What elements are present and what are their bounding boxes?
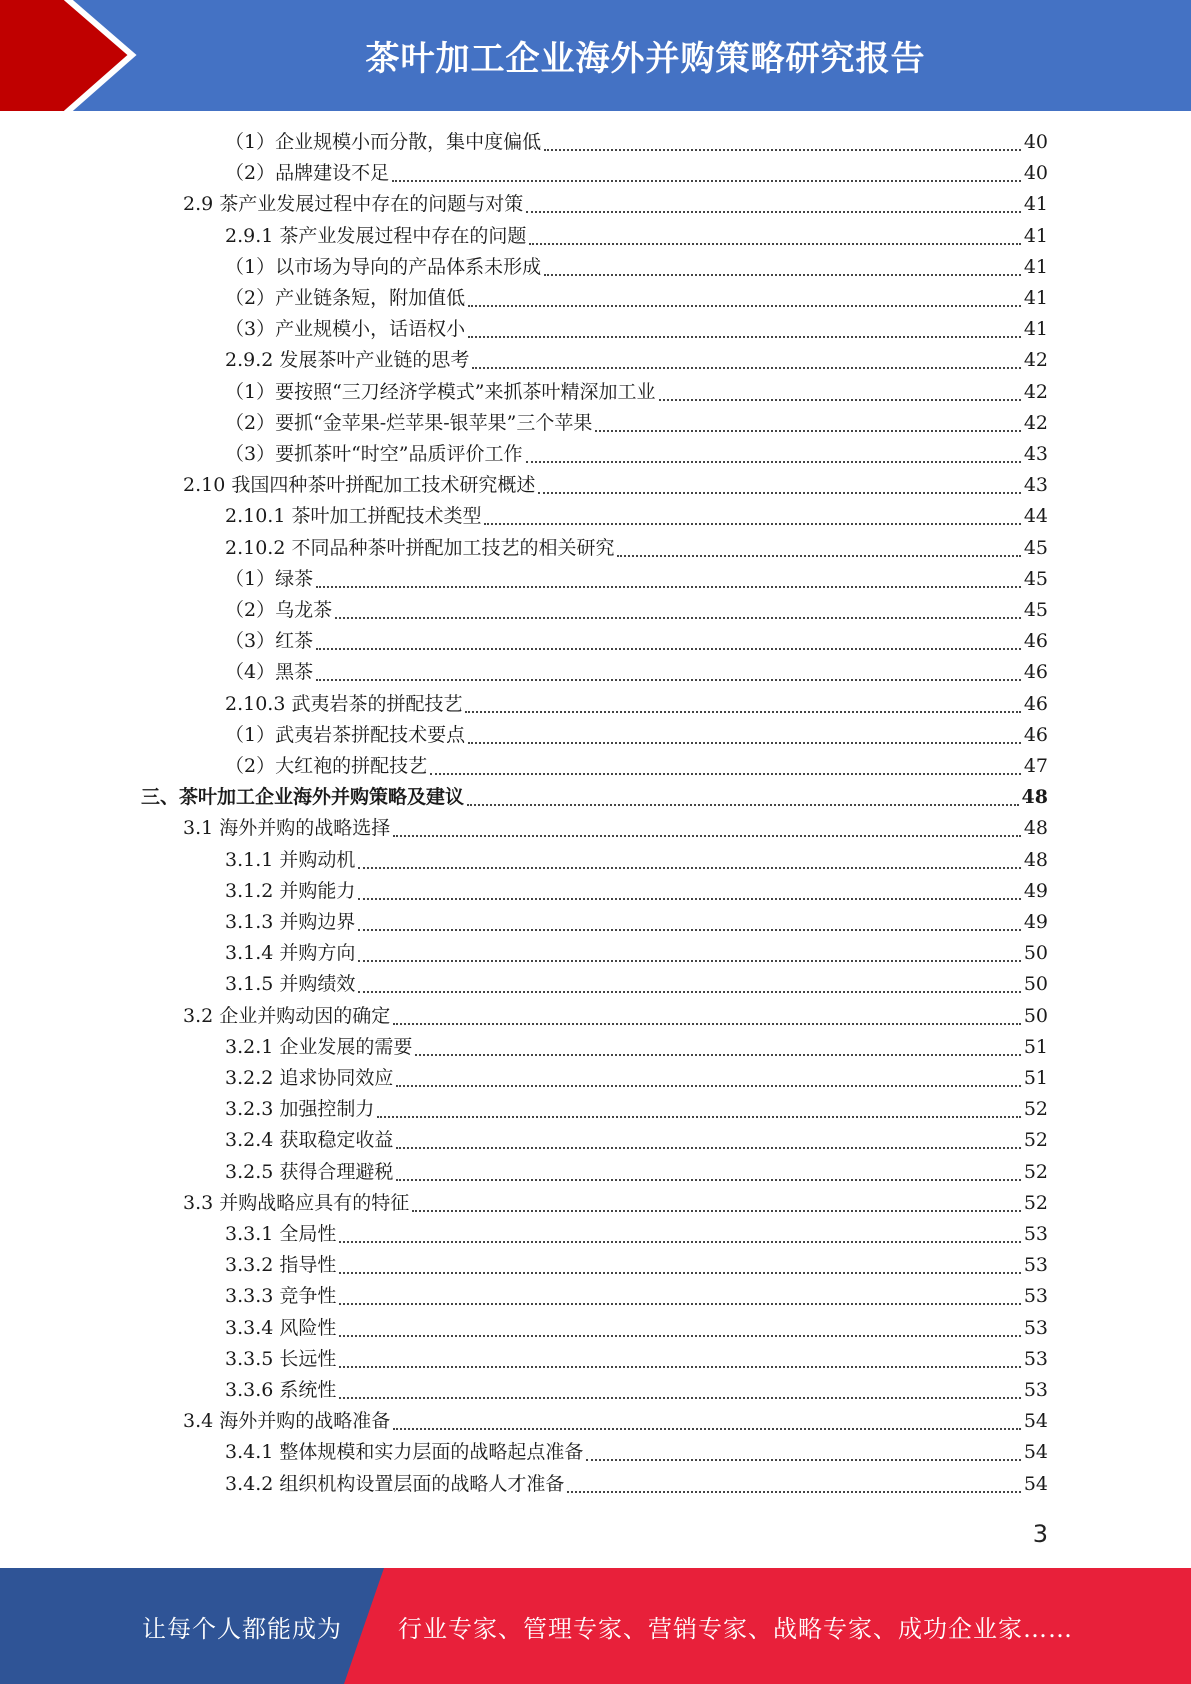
- toc-entry-page: 47: [1023, 755, 1048, 777]
- toc-entry[interactable]: [225, 938, 1048, 969]
- toc-entry-title: （1）武夷岩茶拼配技术要点: [225, 724, 466, 746]
- toc-entry-page: 52: [1023, 1192, 1048, 1214]
- toc-dot-leader: [529, 243, 1020, 245]
- page-header: [0, 0, 1191, 111]
- toc-entry-title: 3.2.4 获取稳定收益: [225, 1129, 394, 1151]
- toc-dot-leader: [393, 1023, 1021, 1025]
- toc-entry[interactable]: [225, 1157, 1048, 1188]
- toc-dot-leader: [544, 274, 1021, 276]
- toc-entry[interactable]: [183, 470, 1048, 501]
- toc-dot-leader: [339, 1241, 1020, 1243]
- toc-entry-title: （3）要抓茶叶“时空”品质评价工作: [225, 443, 523, 465]
- toc-dot-leader: [468, 742, 1021, 744]
- page-footer: [0, 1568, 1191, 1684]
- toc-entry-title: 2.10 我国四种茶叶拼配加工技术研究概述: [183, 474, 536, 496]
- toc-dot-leader: [538, 492, 1020, 494]
- toc-dot-leader: [465, 711, 1020, 713]
- toc-dot-leader: [526, 461, 1021, 463]
- toc-entry-title: （3）红茶: [225, 630, 314, 652]
- toc-entry-page: 45: [1023, 599, 1048, 621]
- toc-dot-leader: [567, 1491, 1020, 1493]
- toc-entry-title: 3.4.1 整体规模和实力层面的战略起点准备: [225, 1441, 584, 1463]
- toc-entry[interactable]: [225, 1313, 1048, 1344]
- toc-entry-title: （3）产业规模小，话语权小: [225, 318, 466, 340]
- toc-dot-leader: [396, 1085, 1020, 1087]
- toc-dot-leader: [468, 336, 1021, 338]
- toc-entry-page: 45: [1023, 568, 1048, 590]
- toc-entry-title: 2.9.1 茶产业发展过程中存在的问题: [225, 225, 527, 247]
- toc-entry[interactable]: [183, 1188, 1048, 1219]
- toc-dot-leader: [526, 211, 1021, 213]
- toc-entry-title: 3.4 海外并购的战略准备: [183, 1410, 391, 1432]
- toc-entry[interactable]: [225, 158, 1048, 189]
- toc-entry[interactable]: [225, 689, 1048, 720]
- toc-entry-title: （2）品牌建设不足: [225, 162, 390, 184]
- toc-entry-title: 2.9 茶产业发展过程中存在的问题与对策: [183, 193, 524, 215]
- toc-entry[interactable]: [225, 127, 1048, 158]
- toc-dot-leader: [430, 773, 1021, 775]
- toc-entry[interactable]: [225, 595, 1048, 626]
- toc-dot-leader: [468, 305, 1021, 307]
- toc-entry-title: 3.1 海外并购的战略选择: [183, 817, 391, 839]
- toc-entry-title: 2.10.3 武夷岩茶的拼配技艺: [225, 693, 463, 715]
- toc-entry-page: 43: [1023, 443, 1048, 465]
- toc-entry-page: 44: [1023, 505, 1048, 527]
- toc-entry-title: 2.10.2 不同品种茶叶拼配加工技艺的相关研究: [225, 537, 615, 559]
- toc-entry[interactable]: [225, 533, 1048, 564]
- toc-entry[interactable]: [183, 189, 1048, 220]
- toc-entry[interactable]: [225, 1094, 1048, 1125]
- toc-entry[interactable]: [225, 751, 1048, 782]
- toc-entry[interactable]: [183, 1406, 1048, 1437]
- toc-dot-leader: [316, 648, 1021, 650]
- toc-dot-leader: [358, 991, 1020, 993]
- toc-entry-page: 51: [1023, 1036, 1048, 1058]
- toc-entry-page: 42: [1023, 381, 1048, 403]
- toc-entry-page: 50: [1023, 942, 1048, 964]
- toc-entry-page: 41: [1023, 225, 1048, 247]
- toc-dot-leader: [316, 679, 1021, 681]
- toc-entry[interactable]: [225, 283, 1048, 314]
- toc-entry-title: （1）企业规模小而分散，集中度偏低: [225, 131, 542, 153]
- toc-entry-title: （2）乌龙茶: [225, 599, 333, 621]
- toc-entry-page: 53: [1023, 1254, 1048, 1276]
- toc-entry[interactable]: [183, 813, 1048, 844]
- toc-dot-leader: [339, 1397, 1020, 1399]
- toc-entry-page: 53: [1023, 1223, 1048, 1245]
- toc-entry-page: 54: [1023, 1441, 1048, 1463]
- page-number: 3: [1032, 1520, 1048, 1548]
- toc-entry-page: 41: [1023, 256, 1048, 278]
- toc-entry[interactable]: [225, 314, 1048, 345]
- toc-entry-page: 40: [1023, 131, 1048, 153]
- toc-entry-page: 41: [1023, 287, 1048, 309]
- toc-entry[interactable]: [225, 439, 1048, 470]
- footer-slogan-roles: 行业专家、管理专家、营销专家、战略专家、成功企业家……: [398, 1614, 1073, 1643]
- toc-dot-leader: [659, 399, 1021, 401]
- toc-dot-leader: [358, 867, 1020, 869]
- toc-entry-page: 43: [1023, 474, 1048, 496]
- toc-entry-title: 3.3.1 全局性: [225, 1223, 337, 1245]
- toc-entry-title: （1）要按照“三刀经济学模式”来抓茶叶精深加工业: [225, 381, 656, 403]
- toc-entry-page: 49: [1023, 880, 1048, 902]
- toc-entry[interactable]: [225, 345, 1048, 376]
- toc-entry-title: 3.3.4 风险性: [225, 1317, 337, 1339]
- toc-dot-leader: [358, 929, 1020, 931]
- toc-entry-page: 53: [1023, 1348, 1048, 1370]
- toc-dot-leader: [617, 555, 1020, 557]
- toc-entry[interactable]: [225, 252, 1048, 283]
- toc-entry-page: 52: [1023, 1129, 1048, 1151]
- toc-entry-page: 46: [1023, 661, 1048, 683]
- toc-entry-title: 3.2.1 企业发展的需要: [225, 1036, 413, 1058]
- toc-entry[interactable]: [225, 1469, 1048, 1500]
- toc-entry-title: 3.1.4 并购方向: [225, 942, 356, 964]
- toc-entry[interactable]: [141, 782, 1048, 813]
- toc-entry-title: 3.2.3 加强控制力: [225, 1098, 375, 1120]
- toc-entry[interactable]: [225, 876, 1048, 907]
- header-arrow-decoration: [0, 0, 160, 111]
- toc-entry-page: 41: [1023, 318, 1048, 340]
- toc-entry[interactable]: [225, 1250, 1048, 1281]
- toc-dot-leader: [412, 1210, 1021, 1212]
- toc-entry-title: 3.4.2 组织机构设置层面的战略人才准备: [225, 1473, 565, 1495]
- toc-entry[interactable]: [225, 1219, 1048, 1250]
- toc-dot-leader: [316, 586, 1021, 588]
- toc-dot-leader: [484, 523, 1020, 525]
- toc-dot-leader: [467, 804, 1019, 806]
- toc-entry-page: 50: [1023, 973, 1048, 995]
- toc-entry[interactable]: [183, 1001, 1048, 1032]
- toc-entry[interactable]: [225, 845, 1048, 876]
- toc-entry-page: 42: [1023, 349, 1048, 371]
- toc-entry-page: 54: [1023, 1410, 1048, 1432]
- toc-entry-page: 40: [1023, 162, 1048, 184]
- toc-dot-leader: [396, 1179, 1020, 1181]
- toc-entry-page: 48: [1023, 849, 1048, 871]
- toc-dot-leader: [586, 1459, 1020, 1461]
- toc-entry-title: 3.3.2 指导性: [225, 1254, 337, 1276]
- toc-entry-title: （4）黑茶: [225, 661, 314, 683]
- toc-dot-leader: [392, 180, 1021, 182]
- toc-entry[interactable]: [225, 408, 1048, 439]
- toc-dot-leader: [472, 367, 1020, 369]
- toc-dot-leader: [358, 960, 1020, 962]
- toc-dot-leader: [335, 617, 1021, 619]
- toc-entry[interactable]: [225, 564, 1048, 595]
- toc-dot-leader: [358, 898, 1020, 900]
- toc-entry-page: 46: [1023, 630, 1048, 652]
- toc-dot-leader: [377, 1116, 1020, 1118]
- toc-entry-page: 53: [1023, 1285, 1048, 1307]
- toc-entry[interactable]: [225, 1125, 1048, 1156]
- toc-entry-page: 53: [1023, 1379, 1048, 1401]
- toc-dot-leader: [393, 835, 1021, 837]
- toc-dot-leader: [393, 1428, 1021, 1430]
- toc-entry-title: 3.3.3 竞争性: [225, 1285, 337, 1307]
- toc-entry-title: 3.2.5 获得合理避税: [225, 1161, 394, 1183]
- toc-entry[interactable]: [225, 969, 1048, 1000]
- toc-entry-page: 49: [1023, 911, 1048, 933]
- toc-entry-title: 3.1.3 并购边界: [225, 911, 356, 933]
- toc-entry-title: （2）产业链条短，附加值低: [225, 287, 466, 309]
- toc-entry-title: 3.2 企业并购动因的确定: [183, 1005, 391, 1027]
- toc-entry[interactable]: [225, 1375, 1048, 1406]
- toc-entry-title: 2.9.2 发展茶叶产业链的思考: [225, 349, 470, 371]
- toc-entry[interactable]: [225, 720, 1048, 751]
- toc-entry-title: 2.10.1 茶叶加工拼配技术类型: [225, 505, 482, 527]
- toc-entry-page: 41: [1023, 193, 1048, 215]
- toc-entry-page: 52: [1023, 1161, 1048, 1183]
- toc-entry-title: 3.1.5 并购绩效: [225, 973, 356, 995]
- toc-entry-page: 45: [1023, 537, 1048, 559]
- toc-entry-page: 54: [1023, 1473, 1048, 1495]
- toc-entry[interactable]: [225, 626, 1048, 657]
- toc-entry[interactable]: [225, 907, 1048, 938]
- toc-dot-leader: [544, 149, 1021, 151]
- toc-entry-page: 53: [1023, 1317, 1048, 1339]
- toc-entry-title: 3.1.2 并购能力: [225, 880, 356, 902]
- toc-entry-page: 42: [1023, 412, 1048, 434]
- toc-dot-leader: [339, 1303, 1020, 1305]
- toc-dot-leader: [595, 430, 1020, 432]
- toc-entry[interactable]: [225, 1437, 1048, 1468]
- toc-entry-title: （1）以市场为导向的产品体系未形成: [225, 256, 542, 278]
- toc-entry-title: 3.3.5 长远性: [225, 1348, 337, 1370]
- toc-entry[interactable]: [225, 657, 1048, 688]
- toc-entry[interactable]: [225, 1344, 1048, 1375]
- toc-entry[interactable]: [225, 1281, 1048, 1312]
- toc-entry-title: （1）绿茶: [225, 568, 314, 590]
- toc-dot-leader: [415, 1054, 1020, 1056]
- toc-entry-title: 3.1.1 并购动机: [225, 849, 356, 871]
- toc-entry[interactable]: [225, 501, 1048, 532]
- toc-entry[interactable]: [225, 1063, 1048, 1094]
- toc-dot-leader: [396, 1147, 1020, 1149]
- toc-entry-page: 50: [1023, 1005, 1048, 1027]
- toc-dot-leader: [339, 1335, 1020, 1337]
- report-title: 茶叶加工企业海外并购策略研究报告: [365, 39, 926, 79]
- toc-entry[interactable]: [225, 1032, 1048, 1063]
- toc-entry-page: 48: [1023, 817, 1048, 839]
- toc-entry-title: 3.2.2 追求协同效应: [225, 1067, 394, 1089]
- toc-entry-page: 51: [1023, 1067, 1048, 1089]
- toc-entry-page: 52: [1023, 1098, 1048, 1120]
- toc-entry-page: 46: [1023, 724, 1048, 746]
- toc-entry-title: （2）要抓“金苹果-烂苹果-银苹果”三个苹果: [225, 412, 593, 434]
- toc-entry[interactable]: [225, 377, 1048, 408]
- toc-entry-page: 46: [1023, 693, 1048, 715]
- toc-dot-leader: [339, 1366, 1020, 1368]
- toc-entry-title: 3.3.6 系统性: [225, 1379, 337, 1401]
- toc-entry[interactable]: [225, 221, 1048, 252]
- toc-entry-title: 三、茶叶加工企业海外并购策略及建议: [141, 786, 465, 808]
- toc-entry-title: 3.3 并购战略应具有的特征: [183, 1192, 410, 1214]
- toc-entry-page: 48: [1021, 786, 1048, 808]
- toc-entry-title: （2）大红袍的拼配技艺: [225, 755, 428, 777]
- toc-dot-leader: [339, 1272, 1020, 1274]
- footer-slogan-lead: 让每个人都能成为: [142, 1614, 342, 1643]
